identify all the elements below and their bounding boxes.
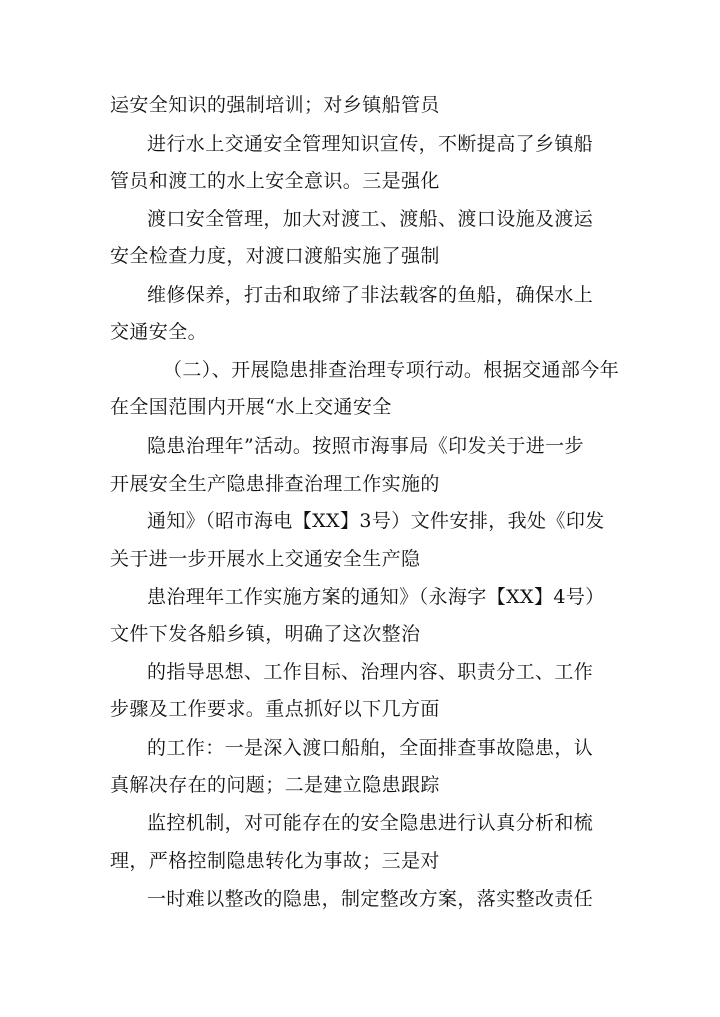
text-line: 隐患治理年”活动。按照市海事局《印发关于进一步: [147, 435, 584, 457]
text-line: 理，严格控制隐患转化为事故；三是对: [110, 850, 440, 872]
text-line: 的指导思想、工作目标、治理内容、职责分工、工作: [147, 661, 594, 683]
text-line: 开展安全生产隐患排查治理工作实施的: [110, 473, 440, 495]
text-line: 关于进一步开展水上交通安全生产隐: [110, 548, 421, 570]
text-line: 监控机制，对可能存在的安全隐患进行认真分析和梳: [147, 812, 594, 834]
text-line: 通知》（昭市海电【XX】3号）文件安排，我处《印发: [147, 510, 605, 532]
text-line: 进行水上交通安全管理知识宣传，不断提高了乡镇船: [147, 133, 594, 155]
text-line: 维修保养，打击和取缔了非法载客的鱼船，确保水上: [147, 284, 594, 306]
text-line: 渡口安全管理，加大对渡工、渡船、渡口设施及渡运: [147, 208, 594, 230]
text-line: 文件下发各船乡镇，明确了这次整治: [110, 623, 421, 645]
text-line: 患治理年工作实施方案的通知》（永海字【XX】4号）: [147, 586, 605, 608]
text-line: 管员和渡工的水上安全意识。三是强化: [110, 170, 440, 192]
text-line: 真解决存在的问题；二是建立隐患跟踪: [110, 774, 440, 796]
text-line: 的工作：一是深入渡口船舶，全面排查事故隐患，认: [147, 737, 594, 759]
section-heading-line: （二）、开展隐患排查治理专项行动。根据交通部今年: [163, 359, 620, 381]
text-line: 在全国范围内开展“水上交通安全: [110, 396, 392, 418]
text-line: 交通安全。: [110, 321, 208, 343]
text-line: 安全检查力度，对渡口渡船实施了强制: [110, 245, 440, 267]
text-line: 运安全知识的强制培训；对乡镇船管员: [110, 94, 440, 116]
text-line: 步骤及工作要求。重点抓好以下几方面: [110, 698, 440, 720]
text-line: 一时难以整改的隐患，制定整改方案，落实整改责任: [147, 888, 594, 910]
